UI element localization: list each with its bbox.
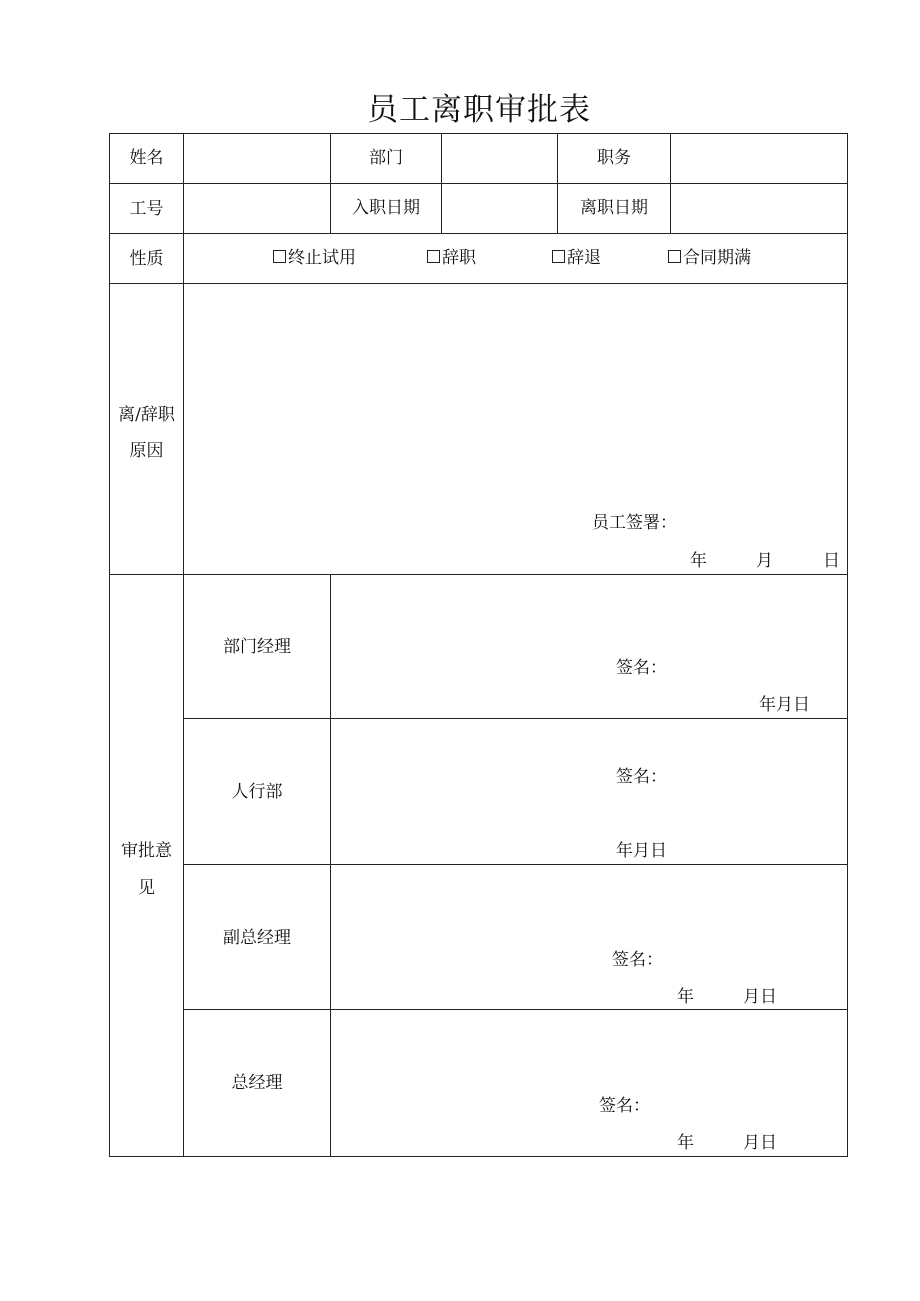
dept-manager-sign-label: 签名： [616,658,667,678]
department-field[interactable] [442,134,557,183]
option-contract-expired[interactable] [668,248,751,268]
employee-id-label: 工号 [129,199,164,219]
reason-date-day: 日 [823,551,840,571]
leave-date-field[interactable] [671,184,847,233]
divider-row2 [109,233,848,234]
checkbox-icon[interactable] [427,250,440,263]
reason-field[interactable] [184,284,847,574]
option-dismiss[interactable] [552,248,601,268]
name-field[interactable] [184,134,330,183]
deputy-gm-date-monthday: 月日 [743,987,777,1007]
border-right [847,133,848,1157]
resignation-approval-form [109,133,848,1157]
department-label: 部门 [369,148,403,168]
form-title: 员工离职审批表 [367,92,591,128]
nature-label: 性质 [129,249,164,269]
option-label: 终止试用 [288,248,356,268]
name-label: 姓名 [129,148,164,168]
deputy-gm-sign-label: 签名： [612,950,663,970]
gm-sign-label: 签名： [599,1096,650,1116]
checkbox-icon[interactable] [273,250,286,263]
option-label: 辞职 [442,248,476,268]
position-field[interactable] [671,134,847,183]
leave-date-label: 离职日期 [580,198,648,218]
approval-role-gm: 总经理 [231,1073,283,1093]
border-bottom [109,1156,848,1157]
checkbox-icon[interactable] [668,250,681,263]
border-left [109,133,110,1157]
approval-label-line1: 审批意 [121,841,172,861]
approval-label-line2: 见 [138,878,155,898]
option-probation-end[interactable] [273,248,356,268]
employee-signature-label: 员工签署： [592,513,677,533]
approval-role-hr: 人行部 [231,782,283,802]
checkbox-icon[interactable] [552,250,565,263]
option-resign[interactable] [427,248,476,268]
option-label: 合同期满 [683,248,751,268]
hr-opinion-field[interactable] [331,719,847,864]
position-label: 职务 [597,148,631,168]
approval-role-dept-manager: 部门经理 [223,637,291,657]
gm-date-monthday: 月日 [743,1133,777,1153]
gm-date-year: 年 [677,1133,694,1153]
reason-date-year: 年 [690,551,707,571]
reason-label-line2: 原因 [129,441,164,461]
deputy-gm-date-year: 年 [677,987,694,1007]
hr-sign-label: 签名： [616,767,667,787]
reason-label-line1: 离/辞职 [118,405,175,425]
reason-date-month: 月 [756,551,773,571]
hire-date-label: 入职日期 [352,198,420,218]
employee-id-field[interactable] [184,184,330,233]
hire-date-field[interactable] [442,184,557,233]
option-label: 辞退 [567,248,601,268]
approval-role-deputy-gm: 副总经理 [223,928,291,948]
dept-manager-date: 年月日 [759,695,810,715]
hr-date: 年月日 [616,841,667,861]
